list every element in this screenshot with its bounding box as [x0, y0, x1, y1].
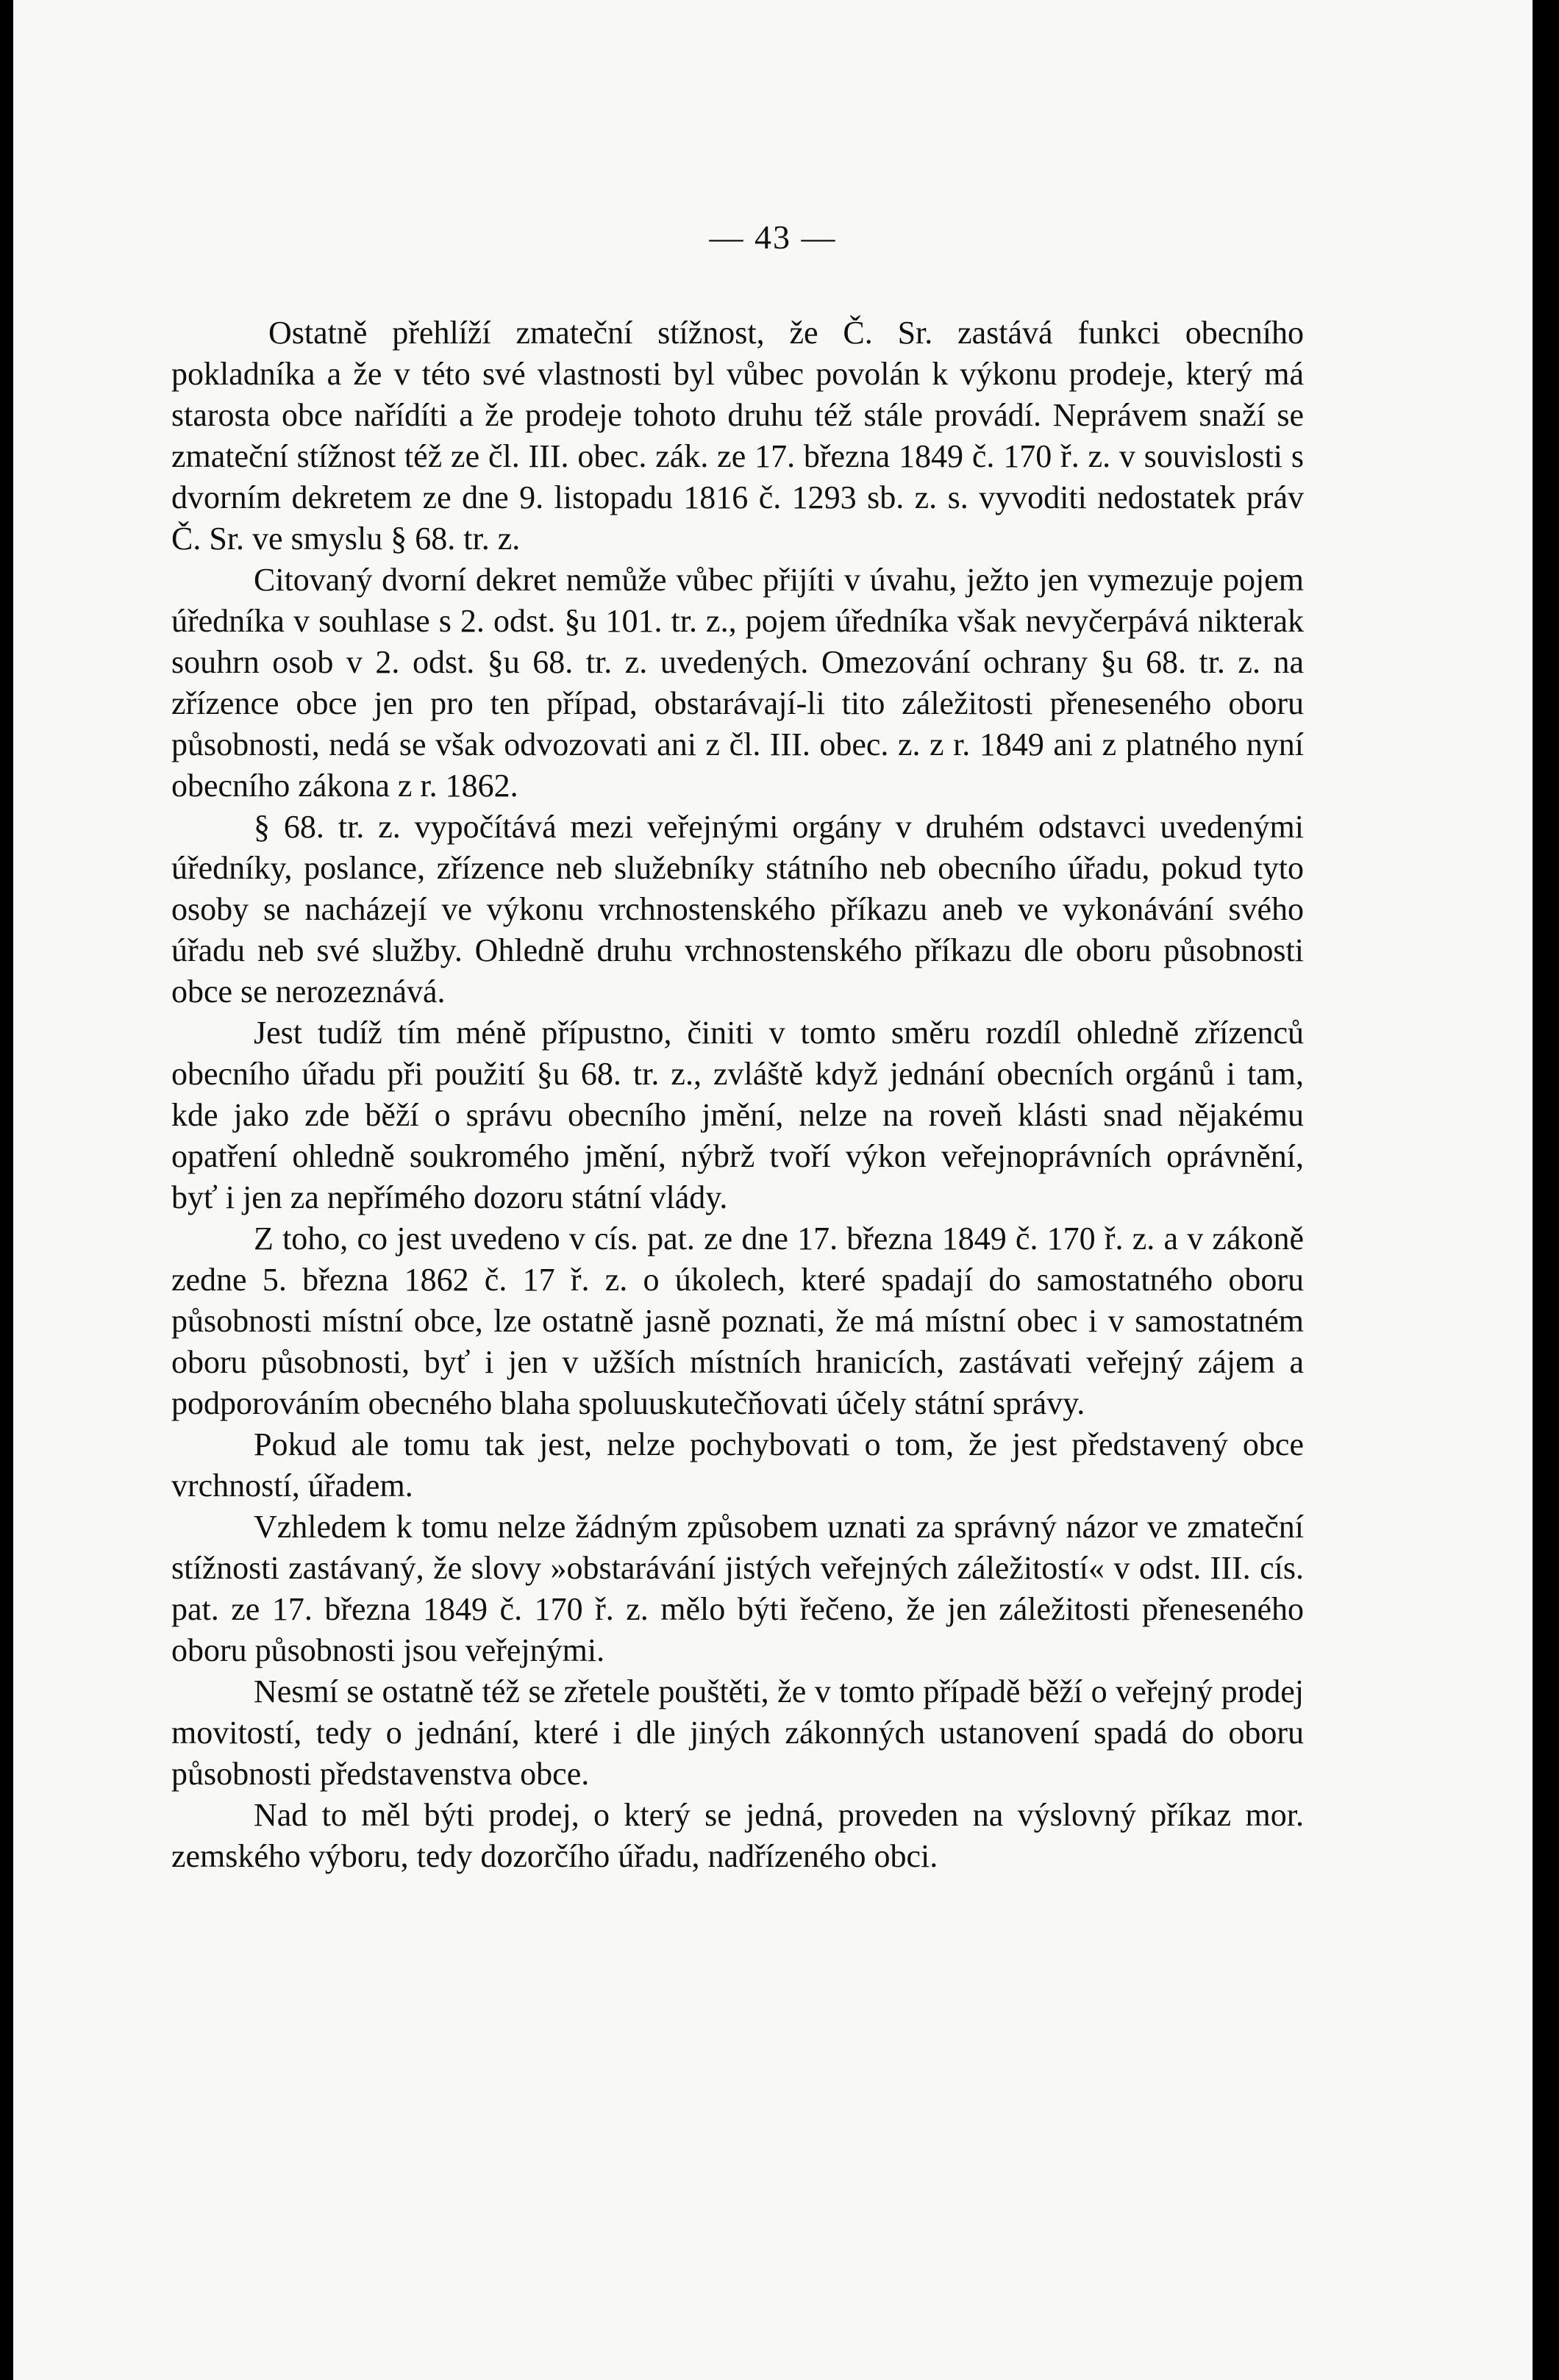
paragraph-4: Jest tudíž tím méně přípustno, činiti v tomto směru rozdíl ohledně zřízenců obecního úřadu při použití §u 68. tr. z., zvláště když jednání obecních orgánů i tam, kde jako zde běží o správu obecního jmění, nelze na roveň klásti snad nějakému opatření ohledně soukromého jmění, nýbrž tvoří výkon veřejnoprávních oprávnění, byť i jen za nepřímého dozoru státní vlády.: [171, 1015, 1304, 1215]
paragraph-7: Vzhledem k tomu nelze žádným způsobem uznati za správný názor ve zmateční stížnosti zastávaný, že slovy »obstarávání jistých veřejných záležitostí« v odst. III. cís. pat. ze 17. března 1849 č. 170 ř. z. mělo býti řečeno, že jen záležitosti přeneseného oboru působnosti jsou veřejnými.: [171, 1509, 1304, 1668]
paragraph-8: Nesmí se ostatně též se zřetele pouštěti, že v tomto případě běží o veřejný prodej movitostí, tedy o jednání, které i dle jiných zákonných ustanovení spadá do oboru působnosti představenstva obce.: [171, 1673, 1304, 1792]
paragraph-1: Ostatně přehlíží zmateční stížnost, že Č. Sr. zastává funkci obecního pokladníka a že v této své vlastnosti byl vůbec povolán k výkonu prodeje, který má starosta obce nařídíti a že prodeje tohoto druhu též stále provádí. Neprávem snaží se zmateční stížnost též ze čl. III. obec. zák. ze 17. března 1849 č. 170 ř. z. v souvislosti s dvorním dekretem ze dne 9. listopadu 1816 č. 1293 sb. z. s. vyvoditi nedostatek práv Č. Sr. ve smyslu § 68. tr. z.: [171, 315, 1304, 557]
paragraph-9: Nad to měl býti prodej, o který se jedná, proveden na výslovný příkaz mor. zemského výboru, tedy dozorčího úřadu, nadřízeného obci.: [171, 1797, 1304, 1874]
paragraph-3: § 68. tr. z. vypočítává mezi veřejnými orgány v druhém odstavci uvedenými úředníky, poslance, zřízence neb služebníky státního neb obecního úřadu, pokud tyto osoby se nacházejí ve výkonu vrchnostenského příkazu aneb ve vykonávání svého úřadu neb své služby. Ohledně druhu vrchnostenského příkazu dle oboru působnosti obce se nerozeznává.: [171, 809, 1304, 1009]
page-number: — 43 —: [709, 218, 837, 256]
paragraph-5: Z toho, co jest uvedeno v cís. pat. ze dne 17. března 1849 č. 170 ř. z. a v zákoně zedne 5. března 1862 č. 17 ř. z. o úkolech, které spadají do samostatného oboru působnosti místní obce, lze ostatně jasně poznati, že má místní obec i v samostatném oboru působnosti, byť i jen v užších místních hranicích, zastávati veřejný zájem a podporováním obecného blaha spoluuskutečňovati účely státní správy.: [171, 1221, 1304, 1421]
paragraph-2: Citovaný dvorní dekret nemůže vůbec přijíti v úvahu, ježto jen vymezuje pojem úředníka v souhlase s 2. odst. §u 101. tr. z., pojem úředníka však nevyčerpává nikterak souhrn osob v 2. odst. §u 68. tr. z. uvedených. Omezování ochrany §u 68. tr. z. na zřízence obce jen pro ten případ, obstarávají-li tito záležitosti přeneseného oboru působnosti, nedá se však odvozovati ani z čl. III. obec. z. z r. 1849 ani z platného nyní obecního zákona z r. 1862.: [171, 562, 1304, 804]
book-page: [13, 0, 1533, 2380]
body-text: [171, 312, 1304, 1877]
paragraph-6: Pokud ale tomu tak jest, nelze pochybovati o tom, že jest představený obce vrchností, úřadem.: [171, 1426, 1304, 1504]
